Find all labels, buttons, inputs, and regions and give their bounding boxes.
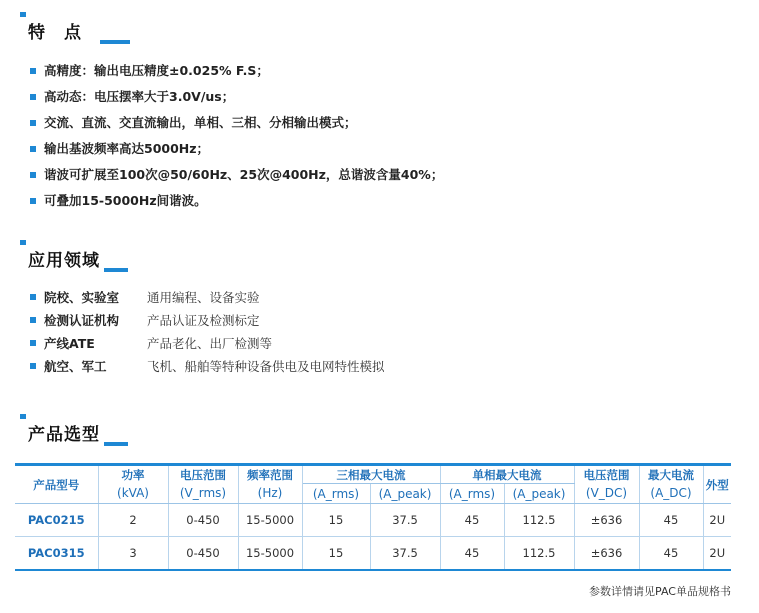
cell-freq: 15-5000 [238, 537, 302, 570]
list-item: 高精度：输出电压精度±0.025% F.S； [30, 58, 443, 84]
cell-voltage: 0-450 [168, 504, 238, 537]
col-freq: 频率范围 [238, 465, 302, 484]
list-item: 可叠加15-5000Hz间谐波。 [30, 188, 443, 214]
cell-sp-peak: 112.5 [504, 504, 574, 537]
cell-voltage: 0-450 [168, 537, 238, 570]
square-bullet-icon [30, 317, 36, 323]
features-heading [0, 12, 759, 44]
cell-model: PAC0315 [15, 537, 98, 570]
cell-model: PAC0215 [15, 504, 98, 537]
selection-title: 产品选型 [28, 425, 100, 445]
cell-sp-rms: 45 [440, 504, 504, 537]
cell-tp-peak: 37.5 [370, 504, 440, 537]
cell-power: 3 [98, 537, 168, 570]
col-sp-rms: (A_rms) [440, 484, 504, 504]
cell-tp-peak: 37.5 [370, 537, 440, 570]
col-model: 产品型号 [15, 465, 98, 504]
applications-section [0, 240, 759, 374]
cell-sp-rms: 45 [440, 537, 504, 570]
square-bullet-icon [30, 68, 36, 74]
col-power: 功率 [98, 465, 168, 484]
col-freq-unit: (Hz) [238, 484, 302, 504]
heading-underline [104, 268, 128, 272]
square-bullet-icon [30, 146, 36, 152]
table-row [15, 537, 731, 570]
col-tp-peak: (A_peak) [370, 484, 440, 504]
selection-table [15, 463, 731, 571]
cell-freq: 15-5000 [238, 504, 302, 537]
col-power-unit: (kVA) [98, 484, 168, 504]
list-item: 交流、直流、交直流输出，单相、三相、分相输出模式； [30, 110, 443, 136]
table-row [15, 504, 731, 537]
col-voltage-unit: (V_rms) [168, 484, 238, 504]
col-dc-voltage-unit: (V_DC) [574, 484, 639, 504]
col-voltage: 电压范围 [168, 465, 238, 484]
footnote: 参数详情请见PAC单品规格书 [589, 585, 731, 598]
table-header [15, 465, 731, 504]
cell-sp-peak: 112.5 [504, 537, 574, 570]
cell-dc-voltage: ±636 [574, 537, 639, 570]
square-bullet-icon [30, 94, 36, 100]
selection-heading [0, 414, 759, 446]
heading-underline [104, 442, 128, 446]
square-bullet-icon [30, 294, 36, 300]
square-bullet-icon [30, 198, 36, 204]
cell-form: 2U [703, 504, 731, 537]
heading-mark-icon [20, 414, 26, 419]
cell-dc-current: 45 [639, 504, 703, 537]
list-item: 院校、实验室 通用编程、设备实验 [30, 286, 385, 309]
col-single-phase: 单相最大电流 [440, 465, 574, 484]
col-dc-current: 最大电流 [639, 465, 703, 484]
features-list [30, 58, 443, 214]
list-item: 高动态：电压摆率大于3.0V/us； [30, 84, 443, 110]
list-item: 谐波可扩展至100次@50/60Hz、25次@400Hz，总谐波含量40%； [30, 162, 443, 188]
applications-heading [0, 240, 759, 272]
list-item: 产线ATE 产品老化、出厂检测等 [30, 332, 385, 355]
col-dc-current-unit: (A_DC) [639, 484, 703, 504]
col-sp-peak: (A_peak) [504, 484, 574, 504]
heading-underline [100, 40, 130, 44]
cell-form: 2U [703, 537, 731, 570]
cell-power: 2 [98, 504, 168, 537]
square-bullet-icon [30, 340, 36, 346]
col-three-phase: 三相最大电流 [302, 465, 440, 484]
cell-tp-rms: 15 [302, 537, 370, 570]
selection-section [0, 414, 759, 446]
cell-tp-rms: 15 [302, 504, 370, 537]
cell-dc-voltage: ±636 [574, 504, 639, 537]
square-bullet-icon [30, 363, 36, 369]
square-bullet-icon [30, 120, 36, 126]
square-bullet-icon [30, 172, 36, 178]
features-title: 特 点 [28, 23, 82, 43]
applications-list [30, 286, 385, 378]
applications-title: 应用领域 [28, 251, 100, 271]
cell-dc-current: 45 [639, 537, 703, 570]
heading-mark-icon [20, 12, 26, 17]
col-form: 外型 [703, 465, 731, 504]
col-dc-voltage: 电压范围 [574, 465, 639, 484]
list-item: 检测认证机构 产品认证及检测标定 [30, 309, 385, 332]
heading-mark-icon [20, 240, 26, 245]
col-tp-rms: (A_rms) [302, 484, 370, 504]
features-section [0, 12, 759, 208]
list-item: 输出基波频率高达5000Hz； [30, 136, 443, 162]
list-item: 航空、军工 飞机、船舶等特种设备供电及电网特性模拟 [30, 355, 385, 378]
